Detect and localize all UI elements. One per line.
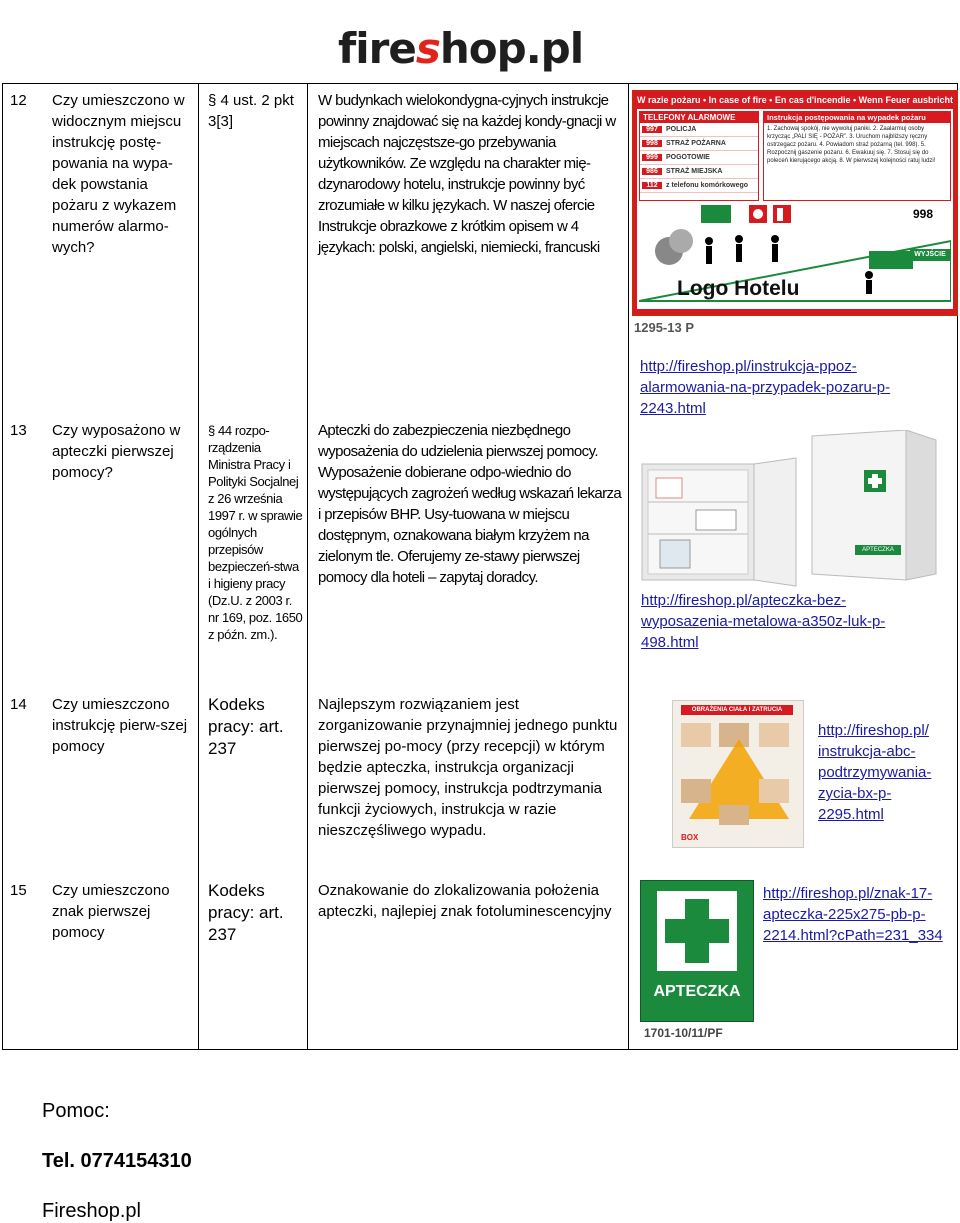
alarm-phone-number: 997 <box>642 126 662 133</box>
alarm-phone-row <box>640 151 758 165</box>
alarm-phone-label: POLICJA <box>666 126 697 133</box>
row-description: W budynkach wielokondygna-cyjnych instrukcje powinny znajdować się na każdej kondy-gnacji w miejscach najczęstsze-go przebywania użytkowników. Ze względu na charakter mię-dzynarodowy hotelu, instrukcje powinny być zrozumiałe w kilku językach. W naszej ofercie Instrukcje obrazkowe z krótkim opisem w 4 językach: polski, angielski, niemiecki, francuski <box>318 92 616 256</box>
row-number: 12 <box>10 92 27 109</box>
row-question: Czy umieszczono znak pierwszej pomocy <box>52 882 170 941</box>
exit-door-icon <box>869 251 913 269</box>
logo-text-part2: s <box>415 23 440 73</box>
exit-label: WYJŚCIE <box>910 249 950 261</box>
fire-sign-header: W razie pożaru • In case of fire • En cas d'incendie • Wenn Feuer ausbricht <box>637 95 953 105</box>
first-aid-cabinet-image <box>636 430 954 590</box>
cabinet-label: APTECZKA <box>855 545 901 555</box>
help-label: Pomoc: <box>42 1100 110 1122</box>
alarm-phone-row <box>640 123 758 137</box>
logo-text-part1: fire <box>338 23 416 73</box>
first-aid-cabinet-link[interactable]: http://fireshop.pl/apteczka-bez-wyposazenia-metalowa-a350z-luk-p-498.html <box>641 592 886 651</box>
white-cross-bg-icon <box>657 891 737 971</box>
first-aid-poster-link[interactable]: http://fireshop.pl/ instrukcja-abc-podtrzymywania-zycia-bx-p-2295.html <box>818 722 932 823</box>
row-description: Najlepszym rozwiązaniem jest zorganizowanie przynajmniej jednego punktu pierwszej po-mocy (przy recepcji) w którym będzie apteczka, instrukcja organizacji pierwszej pomocy, instrukcja podtrzymania funkcji życiowych, instrukcja w razie nieszczęśliwego wypadu. <box>318 696 618 839</box>
sign-board <box>640 880 754 1022</box>
alarm-phone-label: STRAŻ POŻARNA <box>666 140 726 147</box>
poster-brand: BOX <box>681 833 699 842</box>
hotel-logo-placeholder: Logo Hotelu <box>677 277 800 300</box>
row-law: § 4 ust. 2 pkt 3[3] <box>208 92 294 130</box>
fire-instruction-sign <box>632 90 958 340</box>
alarm-phones-list <box>640 123 758 193</box>
first-aid-sign <box>636 878 756 1046</box>
row-number: 13 <box>10 422 27 439</box>
poster-title: OBRAŻENIA CIAŁA I ZATRUCIA <box>681 705 793 715</box>
fire-sign-code: 1295-13 P <box>634 320 694 335</box>
col-divider-3 <box>628 83 629 1050</box>
fire-procedure-title: Instrukcja postępowania na wypadek pożaru <box>764 112 950 123</box>
exit-sign-icon <box>701 205 731 223</box>
row-question: Czy wyposażono w apteczki pierwszej pomocy? <box>52 422 181 481</box>
table-border-bottom <box>2 1049 958 1050</box>
closed-cabinet-icon <box>812 430 936 580</box>
row-law: § 44 rozpo-rządzenia Ministra Pracy i Polityki Socjalnej z 26 września 1997 r. w sprawie ogólnych przepisów bezpieczeń-stwa i higieny pracy (Dz.U. z 2003 r. nr 169, poz. 1650 z późn. zm.). <box>208 423 303 642</box>
table-border-left <box>2 83 3 1050</box>
open-cabinet-icon <box>642 458 796 586</box>
footer-site: Fireshop.pl <box>42 1200 141 1222</box>
row-question: Czy umieszczono instrukcję pierw-szej pomocy <box>52 696 188 755</box>
row-number: 14 <box>10 696 27 713</box>
col-divider-1 <box>198 83 199 1050</box>
fireshop-logo <box>338 22 583 74</box>
alarm-phone-row <box>640 165 758 179</box>
alarm-phone-label: STRAŻ MIEJSKA <box>666 168 723 175</box>
row-law: Kodeks pracy: art. 237 <box>208 695 284 758</box>
row-description: Apteczki do zabezpieczenia niezbędnego wyposażenia do udzielenia pierwszej pomocy. Wyposażenie dobierane odpo-wiednio do występujących zagrożeń według wskazań lekarza i przepisów BHP. Usy-tuowana w miejscu dostępnym, oznakowana białym krzyżem na zielonym tle. Oferujemy ze-stawy pierwszej pomocy dla hoteli – zapytaj doradcy. <box>318 422 622 586</box>
row-question: Czy umieszczono w widocznym miejscu instrukcję postę-powania na wypa-dek powstania pożaru z wykazem numerów alarmo-wych? <box>52 92 185 256</box>
alarm-phone-number: 998 <box>642 140 662 147</box>
cross-horizontal <box>665 919 729 943</box>
sign-label: APTECZKA <box>653 983 741 1000</box>
col-divider-2 <box>307 83 308 1050</box>
logo-text-part3: hop.pl <box>439 23 584 73</box>
alarm-phone-number: 999 <box>642 154 662 161</box>
fire-procedure-box <box>763 111 951 201</box>
table-border-top <box>2 83 958 84</box>
first-aid-poster <box>672 700 804 848</box>
row-number: 15 <box>10 882 27 899</box>
poster-illustrations-icon <box>679 719 797 831</box>
alarm-phones-title: TELEFONY ALARMOWE <box>640 112 758 123</box>
phone-number: Tel. 0774154310 <box>42 1150 192 1172</box>
fire-instruction-link[interactable]: http://fireshop.pl/instrukcja-ppoz-alarmowania-na-przypadek-pozaru-p-2243.html <box>640 358 891 417</box>
alarm-phone-number: 112 <box>642 182 662 189</box>
alarm-phone-number: 986 <box>642 168 662 175</box>
alarm-phone-label: POGOTOWIE <box>666 154 710 161</box>
sign-code: 1701-10/11/PF <box>644 1026 723 1040</box>
fire-sign-body <box>637 109 953 309</box>
fire-procedure-text: 1. Zachowaj spokój, nie wywołuj paniki. 2. Zaalarmuj osoby krzycząc „PALI SIĘ - POŻAR”. 3. Uruchom najbliższy ręczny ostrzegacz pożaru. 4. Powiadom straż pożarną (tel. 998). 5. Rozpocznij gaszenie pożaru. 6. Ewakuuj się. 7. Stosuj się do poleceń kierującego akcją. 8. W pierwszej kolejności ratuj ludzi! <box>767 126 936 164</box>
fire-sign-998: 998 <box>913 207 934 221</box>
row-description: Oznakowanie do zlokalizowania położenia apteczki, najlepiej znak fotoluminescencyjny <box>318 882 612 920</box>
alarm-phones-box <box>639 111 759 201</box>
alarm-phone-row <box>640 137 758 151</box>
alarm-phone-row <box>640 179 758 193</box>
row-law: Kodeks pracy: art. 237 <box>208 881 284 944</box>
alarm-phone-label: z telefonu komórkowego <box>666 182 749 189</box>
fire-sign-board <box>632 90 958 316</box>
first-aid-sign-link[interactable]: http://fireshop.pl/znak-17-apteczka-225x275-pb-p-2214.html?cPath=231_334 <box>763 885 943 944</box>
